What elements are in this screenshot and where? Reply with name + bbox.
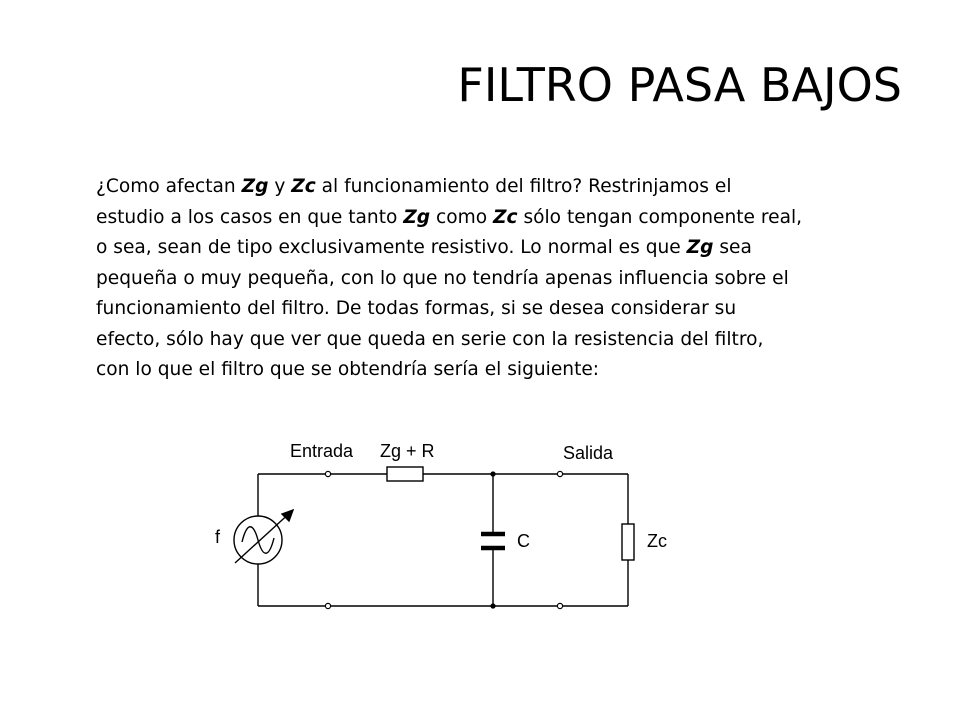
emphasized-term: Zc bbox=[291, 176, 316, 197]
emphasized-term: Zc bbox=[493, 206, 518, 228]
load-resistor-symbol bbox=[622, 524, 634, 560]
low-pass-filter-circuit-diagram bbox=[205, 430, 685, 620]
body-text-run: o sea, sean de tipo exclusivamente resistivo. Lo normal es que bbox=[96, 237, 687, 258]
slide-title: FILTRO PASA BAJOS bbox=[457, 58, 902, 112]
capacitor-label: C bbox=[517, 531, 530, 551]
body-line bbox=[96, 294, 916, 325]
body-line bbox=[96, 264, 916, 295]
body-text-run: sólo tengan componente real, bbox=[517, 206, 803, 228]
body-line bbox=[96, 203, 916, 234]
output-label: Salida bbox=[563, 443, 614, 463]
variable-frequency-source-symbol bbox=[234, 510, 293, 564]
series-impedance-label: Zg + R bbox=[380, 441, 435, 461]
body-text-run: estudio a los casos en que tanto bbox=[96, 206, 404, 228]
body-text-run: con lo que el filtro que se obtendría sería el siguiente: bbox=[96, 359, 600, 380]
body-text-run: y bbox=[268, 176, 292, 197]
input-label: Entrada bbox=[290, 441, 354, 461]
body-text-run: pequeña o muy pequeña, con lo que no tendría apenas influencia sobre el bbox=[96, 267, 789, 289]
body-text-run: como bbox=[430, 206, 494, 228]
body-line bbox=[96, 233, 916, 264]
body-line bbox=[96, 355, 916, 386]
capacitor-symbol bbox=[481, 534, 505, 548]
emphasized-term: Zg bbox=[686, 237, 714, 258]
body-text-run: funcionamiento del filtro. De todas formas, si se desea considerar su bbox=[96, 298, 737, 319]
series-resistor-symbol bbox=[387, 467, 423, 481]
circuit-wires bbox=[258, 474, 628, 606]
body-text-run: sea bbox=[713, 237, 752, 258]
emphasized-term: Zg bbox=[241, 176, 269, 197]
emphasized-term: Zg bbox=[403, 206, 431, 228]
body-text-run: ¿Como afectan bbox=[96, 176, 242, 197]
source-label: f bbox=[215, 527, 221, 547]
body-line bbox=[96, 325, 916, 356]
body-text-run: al funcionamiento del filtro? Restrinjamos el bbox=[315, 176, 732, 197]
load-label: Zc bbox=[647, 531, 667, 551]
body-text-run: efecto, sólo hay que ver que queda en serie con la resistencia del filtro, bbox=[96, 328, 764, 350]
body-line bbox=[96, 172, 916, 203]
slide-body-text bbox=[96, 172, 916, 386]
